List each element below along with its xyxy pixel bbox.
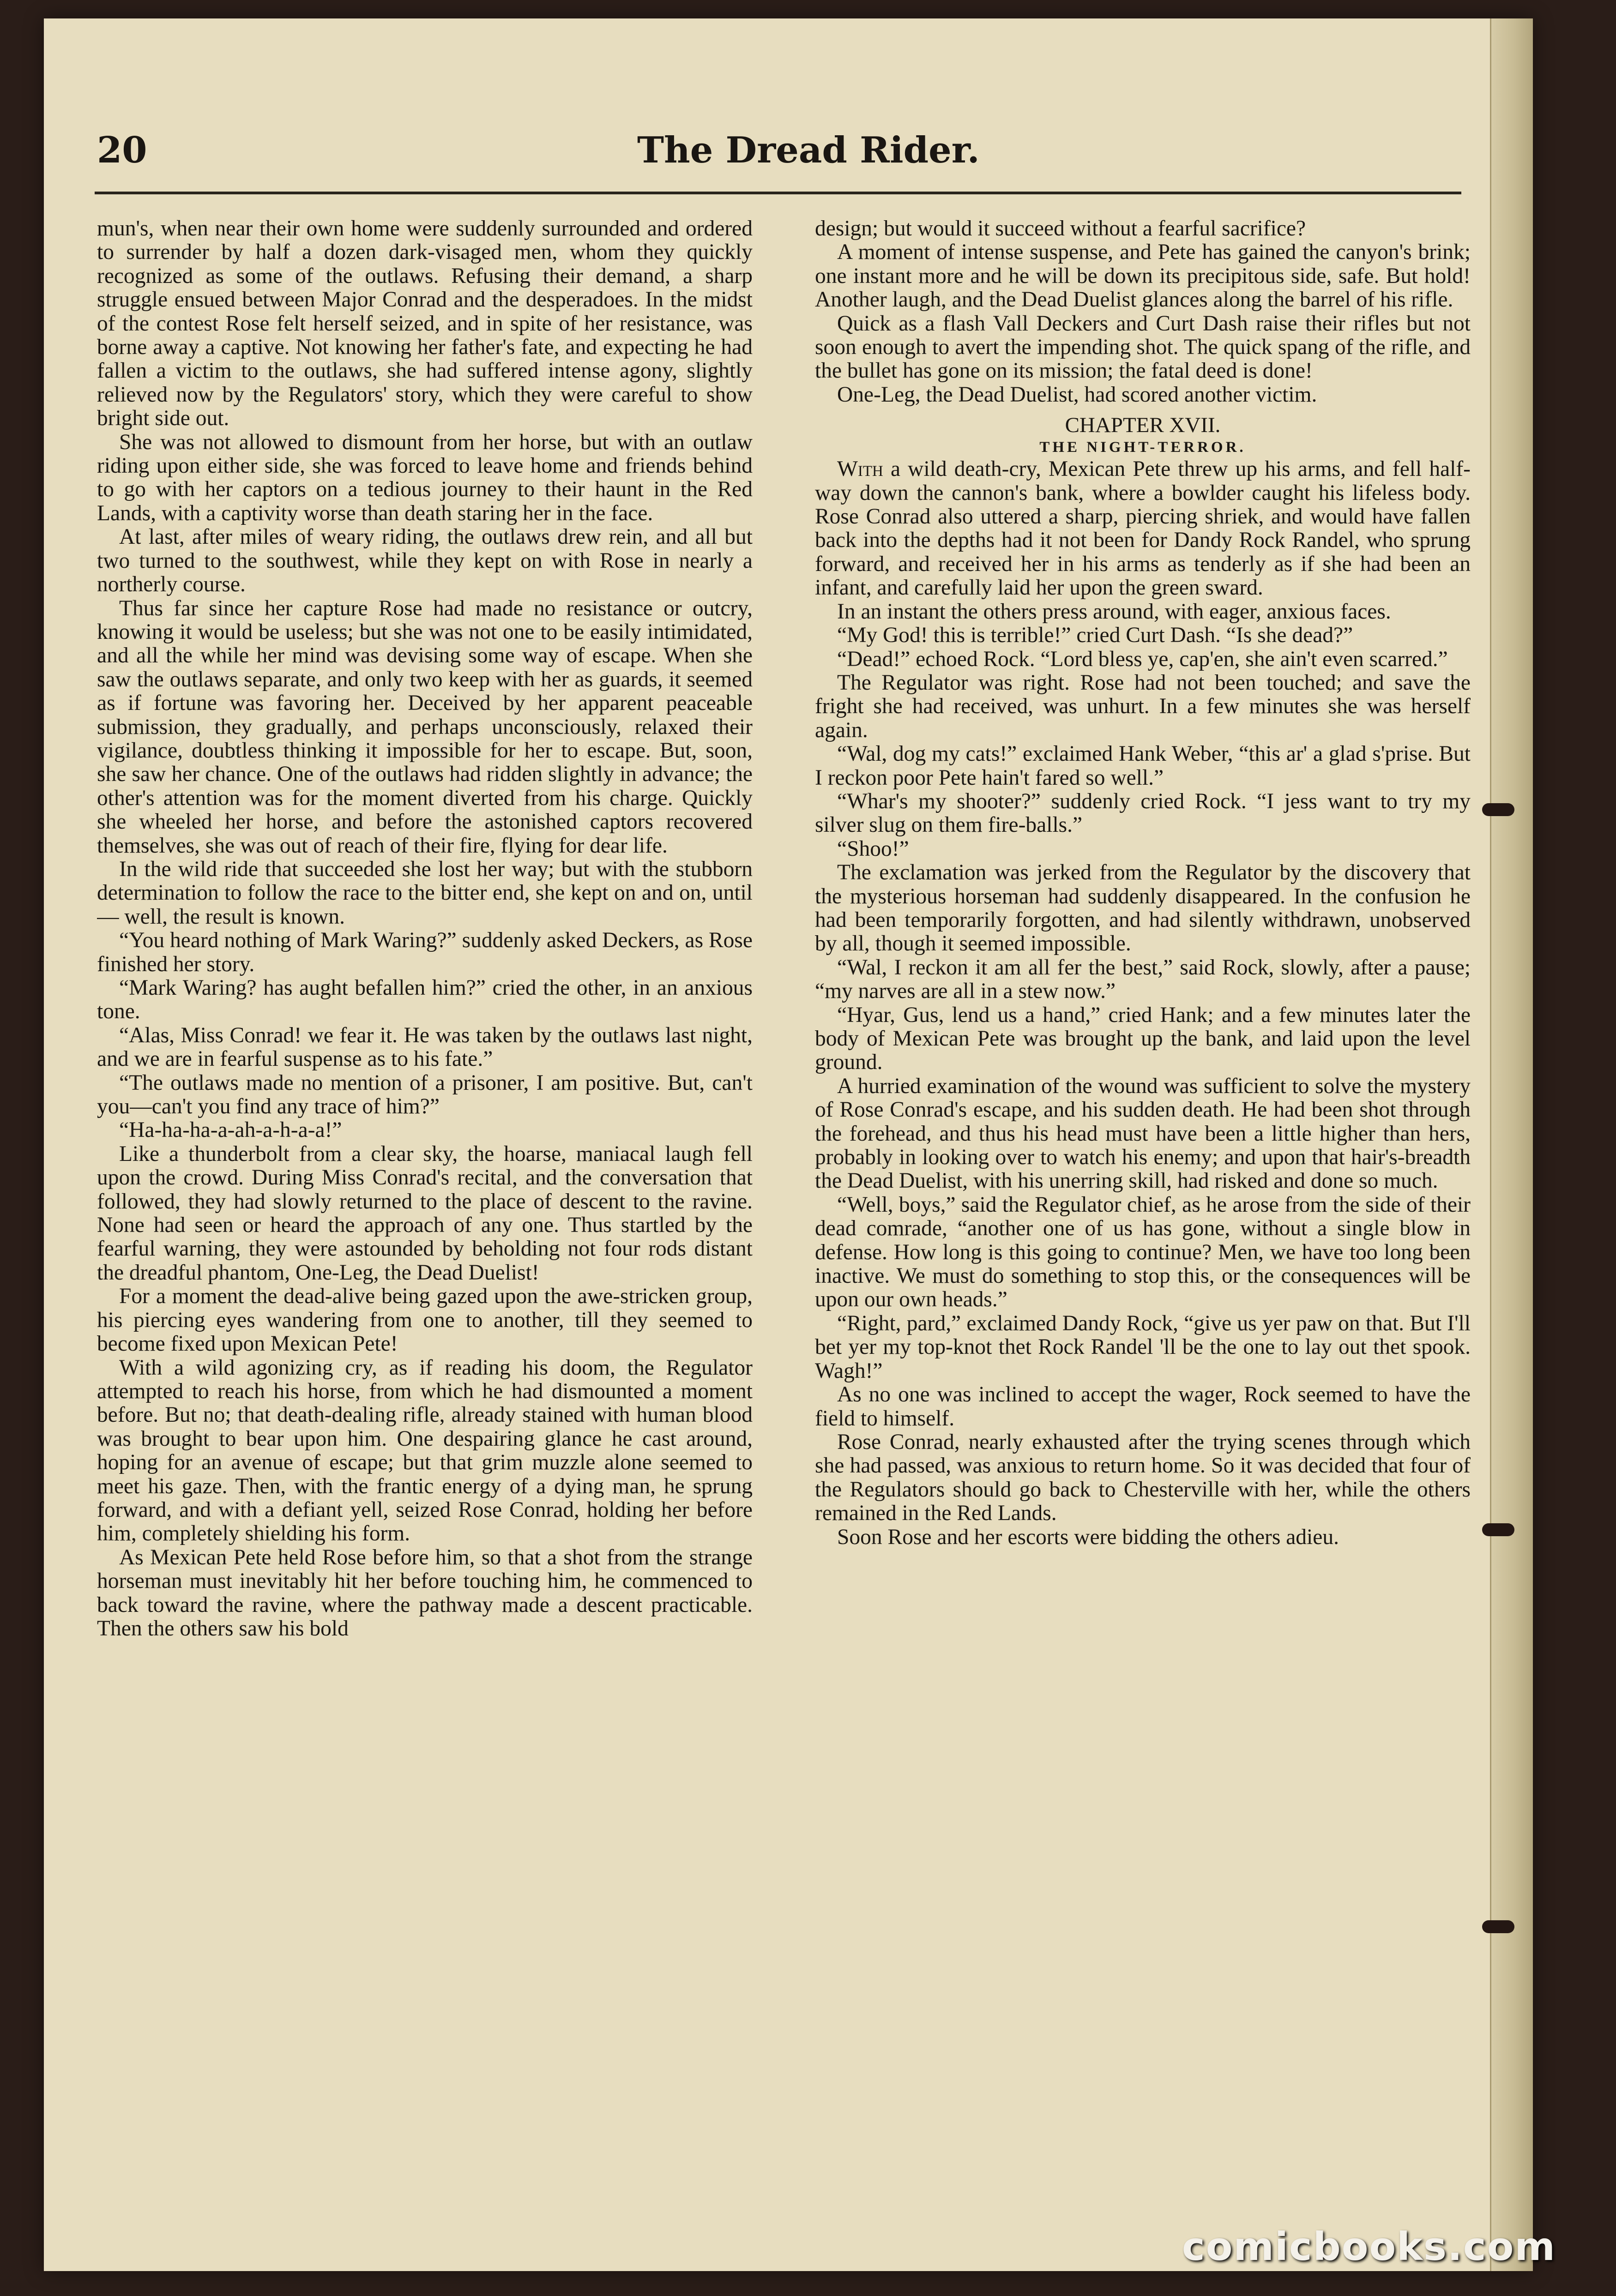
lead-word: With: [837, 457, 883, 481]
left-column: [97, 217, 753, 2188]
paragraph: A hurried examination of the wound was sufficient to solve the mystery of Rose Conrad's escape, and his sudden death. He had been shot through the forehead, and thus his head must have been a little higher than hers, probably in looking over to watch his enemy; and upon that hair's-breadth the Dead Duelist, with his unerring skill, had risked and done so much.: [815, 1074, 1471, 1193]
binding-hole-icon: [1482, 1920, 1514, 1933]
page-spine-edge: [1490, 18, 1533, 2271]
paragraph: design; but would it succeed without a fearful sacrifice?: [815, 217, 1306, 240]
paragraph: The exclamation was jerked from the Regulator by the discovery that the mysterious horseman had suddenly disappeared. In the confusion he had been temporarily forgotten, and had silently withdrawn, unobserved by all, though it seemed impossible.: [815, 860, 1471, 956]
paragraph: “You heard nothing of Mark Waring?” suddenly asked Deckers, as Rose finished her story.: [97, 928, 753, 976]
paragraph: “Dead!” echoed Rock. “Lord bless ye, cap'en, she ain't even scarred.”: [837, 647, 1448, 671]
paragraph: Rose Conrad, nearly exhausted after the trying scenes through which she had passed, was anxious to return home. So it was decided that four of the Regulators should go back to Chesterville with her, while the others remained in the Red Lands.: [815, 1430, 1471, 1526]
right-column: [815, 217, 1471, 2188]
paragraph: “Right, pard,” exclaimed Dandy Rock, “give us yer paw on that. But I'll bet yer my top-knot thet Rock Randel 'll be the one to lay out thet spook. Wagh!”: [815, 1311, 1471, 1383]
paragraph: “My God! this is terrible!” cried Curt Dash. “Is she dead?”: [837, 623, 1353, 648]
paragraph: “Wal, dog my cats!” exclaimed Hank Weber, “this ar' a glad s'prise. But I reckon poor Pete hain't fared so well.”: [815, 742, 1471, 790]
paragraph: mun's, when near their own home were suddenly surrounded and ordered to surrender by half a dozen dark-visaged men, whom they quickly recognized as some of the outlaws. Refusing their demand, a sharp struggle ensued between Major Conrad and the desperadoes. In the midst of the contest Rose felt herself seized, and in spite of her resistance, was borne away a captive. Not knowing her father's fate, and expecting he had fallen a victim to the outlaws, she had suffered intense agony, slightly relieved now by the Regulators' story, which they were careful to show bright side out.: [97, 217, 753, 431]
paragraph: “Ha-ha-ha-a-ah-a-h-a-a!”: [119, 1118, 342, 1142]
paragraph: “Mark Waring? has aught befallen him?” cried the other, in an anxious tone.: [97, 976, 753, 1024]
paragraph: In an instant the others press around, with eager, anxious faces.: [837, 599, 1391, 624]
header-rule: [95, 192, 1461, 194]
paragraph: Like a thunderbolt from a clear sky, the hoarse, maniacal laugh fell upon the crowd. During Miss Conrad's recital, and the conversation that followed, they had slowly returned to the place of descent to the ravine. None had seen or heard the approach of any one. Thus startled by the fearful warning, they were astounded by beholding not four rods distant the dreadful phantom, One-Leg, the Dead Duelist!: [97, 1142, 753, 1285]
paragraph: “The outlaws made no mention of a prisoner, I am positive. But, can't you—can't you find any trace of him?”: [97, 1070, 753, 1119]
paragraph: She was not allowed to dismount from her horse, but with an outlaw riding upon either side, she was forced to leave home and friends behind to go with her captors on a tedious journey to their haunt in the Red Lands, with a captivity worse than death staring her in the face.: [97, 430, 753, 525]
paragraph: As no one was inclined to accept the wager, Rock seemed to have the field to himself.: [815, 1382, 1471, 1430]
page-number: 20: [97, 129, 147, 171]
binding-hole-icon: [1482, 803, 1514, 816]
paragraph: “Wal, I reckon it am all fer the best,” said Rock, slowly, after a pause; “my narves are all in a stew now.”: [815, 955, 1471, 1004]
paragraph: With a wild agonizing cry, as if reading his doom, the Regulator attempted to reach his horse, from which he had dismounted a moment before. But no; that death-dealing rifle, already stained with human blood was brought to bear upon him. One despairing glance he cast around, hoping for an avenue of escape; but that grim muzzle alone seemed to meet his gaze. Then, with the frantic energy of a dying man, he sprung forward, and with a defiant yell, seized Rose Conrad, holding her before him, completely shielding his form.: [97, 1355, 753, 1546]
paragraph: The Regulator was right. Rose had not been touched; and save the fright she had received, was unhurt. In a few minutes she was herself again.: [815, 670, 1471, 742]
paragraph: “Whar's my shooter?” suddenly cried Rock. “I jess want to try my silver slug on them fire-balls.”: [815, 789, 1471, 837]
paragraph-text: a wild death-cry, Mexican Pete threw up his arms, and fell half-way down the cannon's bank, where a bowlder caught his lifeless body. Rose Conrad also uttered a sharp, piercing shriek, and would have fallen back into the depths had it not been for Dandy Rock Randel, who sprung forward, and received her in his arms as tenderly as if she had been an infant, and carefully laid her upon the green sward.: [815, 457, 1471, 600]
paragraph: A moment of intense suspense, and Pete has gained the canyon's brink; one instant more and he will be down its precipitous side, safe. But hold! Another laugh, and the Dead Duelist glances along the barrel of his rifle.: [815, 240, 1471, 312]
paragraph: Thus far since her capture Rose had made no resistance or outcry, knowing it would be useless; but she was not one to be easily intimidated, and all the while her mind was devising some way of escape. When she saw the outlaws separate, and only two keep with her as guards, it seemed as if fortune was favoring her. Deceived by her apparent peaceable submission, they gradually, and perhaps unconsciously, relaxed their vigilance, doubtless thinking it impossible for her to escape. But, soon, she saw her chance. One of the outlaws had ridden slightly in advance; the other's attention was for the moment diverted from his charge. Quickly she wheeled her horse, and before the astonished captors recovered themselves, she was out of reach of their fire, flying for dear life.: [97, 596, 753, 858]
paragraph: “Hyar, Gus, lend us a hand,” cried Hank; and a few minutes later the body of Mexican Pete was brought up the bank, and laid upon the level ground.: [815, 1003, 1471, 1075]
paragraph: At last, after miles of weary riding, the outlaws drew rein, and all but two turned to the southwest, while they kept on with Rose in nearly a northerly course.: [97, 525, 753, 597]
chapter-heading: CHAPTER XVII.: [1065, 413, 1221, 438]
paragraph: For a moment the dead-alive being gazed upon the awe-stricken group, his piercing eyes wandering from one to another, till they seemed to become fixed upon Mexican Pete!: [97, 1284, 753, 1356]
paragraph: “Alas, Miss Conrad! we fear it. He was taken by the outlaws last night, and we are in fearful suspense as to his fate.”: [97, 1023, 753, 1071]
paragraph: In the wild ride that succeeded she lost her way; but with the stubborn determination to follow the race to the bitter end, she kept on and on, until— well, the result is known.: [97, 857, 753, 929]
chapter-title: THE NIGHT-TERROR.: [1039, 439, 1246, 456]
paragraph: “Shoo!”: [837, 836, 909, 861]
paragraph: “Well, boys,” said the Regulator chief, as he arose from the side of their dead comrade, “another one of us has gone, without a single blow in defense. How long is this going to continue? Men, we have too long been inactive. We must do something to stop this, or the consequences will be upon our own heads.”: [815, 1192, 1471, 1312]
watermark-logo: comicbooks.com: [1182, 2224, 1556, 2269]
paragraph: One-Leg, the Dead Duelist, had scored another victim.: [837, 382, 1317, 407]
chapter-first-paragraph: [815, 457, 1471, 600]
binding-hole-icon: [1482, 1523, 1514, 1536]
running-header: [97, 125, 1450, 180]
paragraph: Soon Rose and her escorts were bidding the others adieu.: [837, 1525, 1339, 1549]
paragraph: As Mexican Pete held Rose before him, so that a shot from the strange horseman must inevitably hit her before touching him, he commenced to back toward the ravine, where the pathway made a descent practicable. Then the others saw his bold: [97, 1545, 753, 1641]
running-title: The Dread Rider.: [637, 129, 980, 171]
paragraph: Quick as a flash Vall Deckers and Curt Dash raise their rifles but not soon enough to avert the impending shot. The quick spang of the rifle, and the bullet has gone on its mission; the fatal deed is done!: [815, 311, 1471, 383]
